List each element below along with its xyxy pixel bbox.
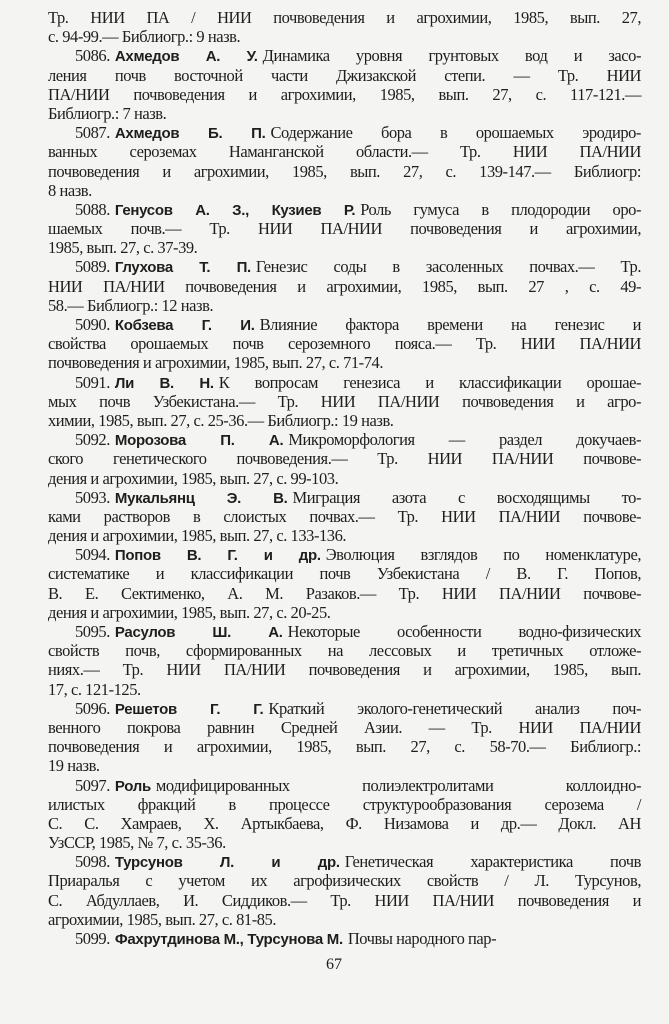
text-line: 8 назв. bbox=[48, 180, 92, 200]
text-line: ванных сероземах Наманганской области.— Тр. НИИ ПА/НИИ bbox=[48, 142, 641, 162]
bibliography-entry bbox=[48, 46, 641, 123]
entry-title: модифицированных полиэлектролитами коллоидно- bbox=[155, 775, 641, 795]
entry-number: 5086. bbox=[75, 46, 110, 66]
text-line: свойства орошаемых почв сероземного пояса.— Тр. НИИ ПА/НИИ bbox=[48, 334, 641, 354]
entry-author: Ли В. Н. bbox=[114, 374, 214, 392]
entry-number: 5087. bbox=[75, 123, 110, 143]
entry-title: Содержание бора в орошаемых эродиро- bbox=[270, 123, 641, 143]
text-line: ПА/НИИ почвоведения и агрохимии, 1985, вып. 27, с. 117-121.— bbox=[48, 84, 641, 104]
text-line: 58.— Библиогр.: 12 назв. bbox=[48, 295, 214, 315]
entry-author: Ахмедов Б. П. bbox=[114, 125, 266, 143]
text-line: дения и агрохимии, 1985, вып. 27, с. 20-25. bbox=[48, 602, 331, 622]
entry-first-line bbox=[48, 200, 641, 219]
text-line: ками растворов в слоистых почвах.— Тр. НИИ ПА/НИИ почвове- bbox=[48, 506, 641, 526]
entry-author: Фахрутдинова М., Турсунова М. bbox=[114, 931, 343, 948]
text-line: В. Е. Сектименко, А. М. Разаков.— Тр. НИИ ПА/НИИ почвове- bbox=[48, 583, 641, 603]
text-line: шаемых почв.— Тр. НИИ ПА/НИИ почвоведения и агрохимии, bbox=[48, 219, 641, 239]
text-line: мых почв Узбекистана.— Тр. НИИ ПА/НИИ почвоведения и агро- bbox=[48, 391, 641, 411]
text-line: почвоведения и агрохимии, 1985, вып. 27, с. 139-147.— Библиогр: bbox=[48, 161, 641, 181]
entry-number: 5093. bbox=[75, 487, 110, 507]
entry-author: Решетов Г. Г. bbox=[114, 700, 264, 718]
bibliography-entry bbox=[48, 622, 641, 699]
bibliography-page bbox=[48, 8, 641, 948]
entry-title: Некоторые особенности водно-физических bbox=[287, 622, 641, 641]
text-line: почвоведения и агрохимии, 1985, вып. 27, с. 58-70.— Библиогр.: bbox=[48, 737, 641, 757]
text-line: дения и агрохимии, 1985, вып. 27, с. 133-136. bbox=[48, 526, 347, 546]
entry-author: Глухова Т. П. bbox=[114, 259, 251, 277]
bibliography-entry bbox=[48, 699, 641, 776]
entry-number: 5099. bbox=[75, 929, 110, 948]
entry-first-line bbox=[48, 373, 641, 392]
text-line: С. С. Хамраев, Х. Артыкбаева, Ф. Низамова и др.— Докл. АН bbox=[48, 813, 641, 833]
text-line: Библиогр.: 7 назв. bbox=[48, 103, 167, 123]
entry-author: Мукальянц Э. В. bbox=[114, 489, 288, 507]
text-line: УзССР, 1985, № 7, с. 35-36. bbox=[48, 833, 226, 853]
entry-author: Морозова П. А. bbox=[114, 432, 284, 450]
entry-number: 5089. bbox=[75, 257, 110, 277]
text-line: с. 94-99.— Библиогр.: 9 назв. bbox=[48, 27, 241, 47]
text-line: ления почв восточной части Джизакской степи. — Тр. НИИ bbox=[48, 65, 641, 85]
bibliography-entry bbox=[48, 430, 641, 488]
entry-number: 5088. bbox=[75, 199, 110, 219]
entry-first-line bbox=[48, 776, 641, 795]
entry-author: Кобзева Г. И. bbox=[114, 317, 255, 334]
text-line: почвоведения и агрохимии, 1985, вып. 27, с. 71-74. bbox=[48, 353, 383, 373]
entry-title: Роль гумуса в плодородии оро- bbox=[360, 199, 641, 219]
bibliography-entry bbox=[48, 315, 641, 373]
entry-first-line bbox=[48, 622, 641, 641]
entry-list bbox=[48, 46, 641, 948]
entry-first-line bbox=[48, 430, 641, 449]
entry-title: Динамика уровня грунтовых вод и засо- bbox=[262, 46, 641, 66]
entry-title: Краткий эколого-генетический анализ поч- bbox=[268, 698, 641, 718]
entry-first-line bbox=[48, 929, 641, 948]
entry-number: 5094. bbox=[75, 545, 110, 565]
entry-title: Микроморфология — раздел докучаев- bbox=[288, 430, 641, 450]
entry-number: 5091. bbox=[75, 372, 110, 392]
entry-author: Ахмедов А. У. bbox=[114, 48, 258, 66]
entry-number: 5095. bbox=[75, 622, 110, 641]
entry-first-line bbox=[48, 852, 641, 871]
text-line: Тр. НИИ ПА / НИИ почвоведения и агрохимии, 1985, вып. 27, bbox=[48, 8, 641, 27]
entry-number: 5097. bbox=[75, 775, 110, 795]
entry-title: Генезис соды в засоленных почвах.— Тр. bbox=[255, 257, 641, 277]
text-line: систематике и классификации почв Узбекистана / В. Г. Попов, bbox=[48, 564, 641, 584]
bibliography-entry bbox=[48, 257, 641, 315]
entry-title: Миграция азота с восходящимы то- bbox=[292, 487, 641, 507]
entry-author: Генусов А. З., Кузиев Р. bbox=[114, 201, 356, 219]
entry-number: 5098. bbox=[75, 852, 110, 872]
entry-first-line bbox=[48, 257, 641, 276]
entry-first-line bbox=[48, 315, 641, 334]
text-line: С. Абдуллаев, И. Сиддиков.— Тр. НИИ ПА/НИИ почвоведения и bbox=[48, 890, 641, 910]
entry-first-line bbox=[48, 123, 641, 142]
entry-author: Роль bbox=[114, 777, 151, 795]
entry-author: Попов В. Г. и др. bbox=[114, 547, 321, 565]
entry-first-line bbox=[48, 699, 641, 718]
entry-title: Генетическая характеристика почв bbox=[344, 852, 641, 872]
entry-number: 5090. bbox=[75, 315, 110, 334]
entry-number: 5092. bbox=[75, 430, 110, 450]
page-number: 67 bbox=[326, 956, 342, 973]
text-line: свойств почв, сформированных на лессовых и третичных отложе- bbox=[48, 641, 641, 661]
text-line: 1985, вып. 27, с. 37-39. bbox=[48, 238, 198, 258]
bibliography-entry bbox=[48, 929, 641, 948]
text-line: ниях.— Тр. НИИ ПА/НИИ почвоведения и агрохимии, 1985, вып. bbox=[48, 660, 641, 680]
continuation-entry bbox=[48, 8, 641, 46]
entry-title: Влияние фактора времени на генезис и bbox=[259, 315, 641, 334]
bibliography-entry bbox=[48, 545, 641, 622]
entry-title: Почвы народного пар- bbox=[347, 929, 497, 948]
bibliography-entry bbox=[48, 776, 641, 853]
entry-number: 5096. bbox=[75, 698, 110, 718]
entry-first-line bbox=[48, 545, 641, 564]
entry-first-line bbox=[48, 488, 641, 507]
entry-title: Эволюция взглядов по номенклатуре, bbox=[325, 545, 642, 565]
text-line: дения и агрохимии, 1985, вып. 27, с. 99-103. bbox=[48, 468, 339, 488]
bibliography-entry bbox=[48, 123, 641, 200]
text-line: НИИ ПА/НИИ почвоведения и агрохимии, 1985, вып. 27 , с. 49- bbox=[48, 276, 641, 296]
bibliography-entry bbox=[48, 373, 641, 431]
entry-first-line bbox=[48, 46, 641, 65]
text-line: химии, 1985, вып. 27, с. 25-36.— Библиогр.: 19 назв. bbox=[48, 410, 394, 430]
bibliography-entry bbox=[48, 200, 641, 258]
bibliography-entry bbox=[48, 488, 641, 546]
text-line: агрохимии, 1985, вып. 27, с. 81-85. bbox=[48, 909, 277, 929]
text-line: Приаралья с учетом их агрофизических свойств / Л. Турсунов, bbox=[48, 871, 641, 891]
entry-title: К вопросам генезиса и классификации орошае- bbox=[218, 372, 641, 392]
entry-author: Расулов Ш. А. bbox=[114, 624, 283, 641]
entry-author: Турсунов Л. и др. bbox=[114, 854, 340, 872]
text-line: ского генетического почвоведения.— Тр. НИИ ПА/НИИ почвове- bbox=[48, 449, 641, 469]
bibliography-entry bbox=[48, 852, 641, 929]
text-line: илистых фракций в процессе структурообразования серозема / bbox=[48, 794, 641, 814]
text-line: венного покрова равнин Средней Азии. — Тр. НИИ ПА/НИИ bbox=[48, 717, 641, 737]
text-line: 17, с. 121-125. bbox=[48, 679, 141, 699]
text-line: 19 назв. bbox=[48, 756, 100, 776]
